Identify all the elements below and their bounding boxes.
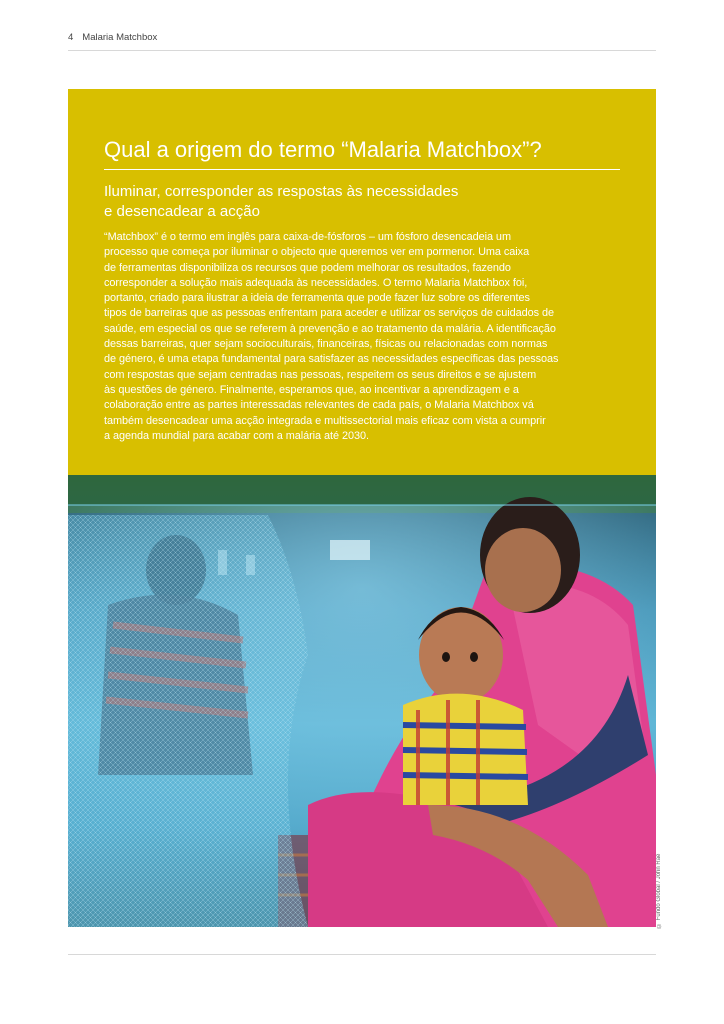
body-line: tipos de barreiras que as pessoas enfrentam para aceder e utilizar os serviços de cuidados de <box>104 307 554 320</box>
footer-rule <box>68 954 656 955</box>
body-paragraph <box>104 230 620 444</box>
body-line: “Matchbox” é o termo em inglês para caixa-de-fósforos – um fósforo desencadeia um <box>104 231 511 243</box>
body-line: de género, é uma etapa fundamental para satisfazer as necessidades específicas das pessoas <box>104 353 559 366</box>
subtitle-line-2: e desencadear a acção <box>104 203 260 220</box>
photo-credit: © Fundo Global / John Rae <box>656 853 662 928</box>
intro-panel <box>68 89 656 475</box>
body-line: saúde, em especial os que se referem à prevenção e ao tratamento da malária. A identificação <box>104 322 556 335</box>
body-line: a agenda mundial para acabar com a malária até 2030. <box>104 429 369 442</box>
photo-illustration <box>68 475 656 927</box>
body-line: de ferramentas disponibiliza os recursos que podem melhorar os resultados, fazendo <box>104 261 511 274</box>
body-line: dessas barreiras, quer sejam socioculturais, financeiras, físicas ou relacionadas com normas <box>104 338 548 351</box>
running-header <box>68 30 656 51</box>
body-line: colaboração entre as partes interessadas relevantes de cada país, o Malaria Matchbox vá <box>104 399 534 412</box>
body-line: às questões de género. Finalmente, esperamos que, ao incentivar a aprendizagem e a <box>104 383 519 396</box>
page-number: 4 <box>68 32 74 43</box>
body-line: corresponder a solução mais adequada às necessidades. O termo Malaria Matchbox foi, <box>104 276 528 289</box>
body-line: também desencadear uma acção integrada e multissectorial mais eficaz com vista a cumprir <box>104 414 546 427</box>
section-subtitle <box>104 182 584 222</box>
body-line: com respostas que sejam centradas nas pessoas, respeitem os seus direitos e se ajustem <box>104 368 537 381</box>
body-line: portanto, criado para ilustrar a ideia de ferramenta que pode fazer luz sobre os diferentes <box>104 292 530 305</box>
photo-mother-child-under-net <box>68 475 656 927</box>
body-line: processo que começa por iluminar o objecto que queremos ver em pormenor. Uma caixa <box>104 246 530 259</box>
section-title: Qual a origem do termo “Malaria Matchbox”? <box>104 135 620 170</box>
running-title: Malaria Matchbox <box>82 32 158 43</box>
subtitle-line-1: Iluminar, corresponder as respostas às necessidades <box>104 183 459 200</box>
